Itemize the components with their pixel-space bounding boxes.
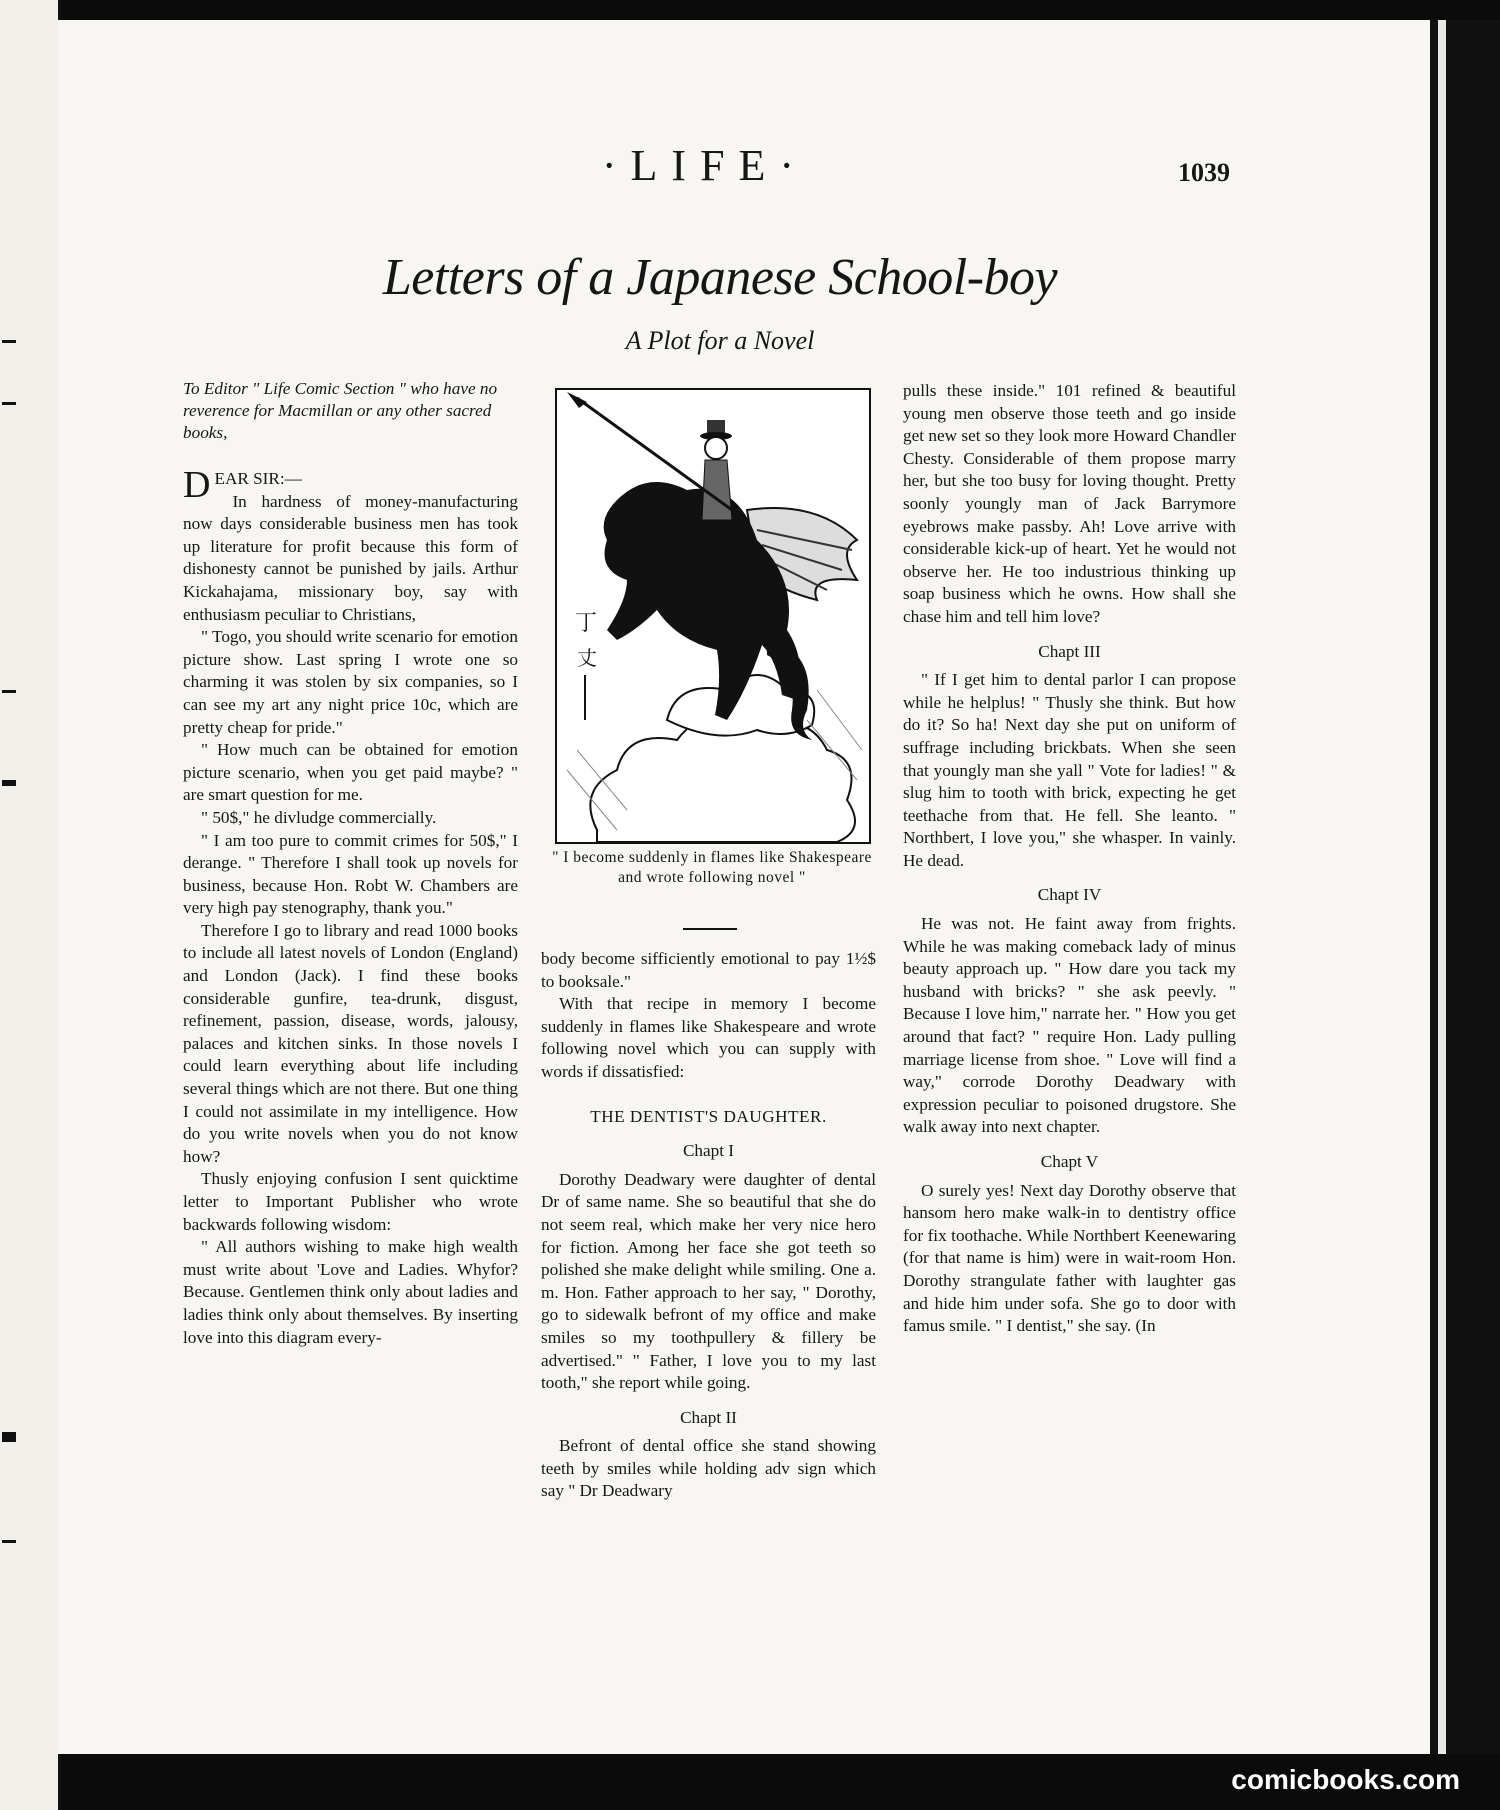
page-number: 1039: [1178, 158, 1230, 187]
column-right: [903, 380, 1236, 1338]
page-edge-shadow: [1430, 20, 1500, 1754]
drop-cap: D: [183, 464, 211, 506]
chapter-heading: Chapt III: [1038, 641, 1101, 661]
chapter-heading: Chapt V: [1040, 1152, 1099, 1171]
story-title: THE DENTIST'S DAUGHTER.: [590, 1106, 827, 1126]
magazine-masthead: ·LIFE·: [601, 141, 809, 190]
illustration-samurai-on-winged-horse: [555, 388, 871, 844]
svg-text:丁: 丁: [575, 611, 598, 636]
paragraph: pulls these inside." 101 refined & beautiful young men observe those teeth and go inside get new set so they look more Howard Chandler Chesty. Considerable of them propose marry her, but she too busy for loving thought. Pretty soonly youngly man of Jack Barrymore eyebrows make passby. Ah! Love arrive with considerable kick-up of heart. Yet he would not observe her. He too industrious thinking up soap business which he owns. How shall she chase him and tell him love?: [903, 381, 1236, 626]
illustration-drawing: [557, 390, 869, 842]
paragraph: " If I get him to dental parlor I can propose while he helplus! " Thusly she think. But how do it? So ha! Next day she put on uniform of suffrage including brickbats. When she seen that youngly man she yall " Vote for ladies! " & slug him to tooth with brick, expecting he get teethache from that. He fell. She leanto. " Northbert, I love you," she whasper. In vainly. He dead.: [903, 670, 1236, 870]
paragraph: With that recipe in memory I become suddenly in flames like Shakespeare and wrote following novel which you can supply with words if dissatisfied:: [541, 994, 876, 1081]
site-watermark: comicbooks.com: [1231, 1764, 1460, 1795]
paragraph: In hardness of money-manufacturing now days considerable business men has took up literature for profit because this form of dishonesty cannot be punished by jails. Arthur Kickahajama, missionary boy, say with enthusiasm peculiar to Christians,: [183, 491, 518, 624]
illustration-caption: " I become suddenly in flames like Shakespeare and wrote following novel ": [552, 849, 872, 886]
paragraph: " 50$," he divludge commercially.: [201, 807, 437, 827]
paragraph: " Togo, you should write scenario for emotion picture show. Last spring I wrote one so charming it was stolen by six companies, so I can see my art any night price 10c, which are pretty cheap for pride.": [183, 627, 518, 737]
paragraph: " I am too pure to commit crimes for 50$," I derange. " Therefore I shall took up novels for business, because Hon. Robt W. Chambers are very high pay stenography, thank you.": [183, 830, 518, 918]
paragraph: He was not. He faint away from frights. While he was making comeback lady of minus beauty approach up. " How dare you tack my husband with bricks? " she ask peevly. " Because I love him," narrate her. " How you get around that fact? " require Hon. Lady pulling marriage license from shoe. " Love will find a way," corrode Dorothy Deadwary with expression peculiar to poisoned drugstore. She walk away into next chapter.: [903, 914, 1236, 1137]
paragraph: Thusly enjoying confusion I sent quicktime letter to Important Publisher who wrote backwards following wisdom:: [183, 1169, 518, 1234]
chapter-heading: Chapt IV: [1037, 885, 1102, 905]
column-middle: [541, 948, 876, 1503]
letter-opening: DEAR SIR:—: [183, 464, 302, 506]
paragraph: Befront of dental office she stand showing teeth by smiles while holding adv sign which say " Dr Deadwary: [541, 1436, 876, 1501]
chapter-heading: Chapt II: [680, 1407, 737, 1427]
chapter-heading: Chapt I: [682, 1141, 735, 1161]
section-divider: [683, 928, 737, 930]
paragraph: Dorothy Deadwary were daughter of dental Dr of same name. She so beautiful that she do not seem real, which make her very nice hero for fiction. Among her face she got teeth so polished she make delight while smiling. One a. m. Hon. Father approach to her say, " Dorothy, go to sidewalk befront of my office and make smiles so my toothpullery & fillery be advertised." " Father, I love you to my last tooth," she report while going.: [541, 1169, 876, 1393]
article-title: Letters of a Japanese School-boy: [382, 249, 1058, 306]
paragraph: Therefore I go to library and read 1000 books to include all latest novels of London (England) and London (Jack). I find these books considerable gunfire, tea-drunk, disgust, refinement, passion, disease, words, jalousy, palaces and kitchen sinks. In those novels I could learn everything about life including several things which are not there. But one thing I could not assimilate in my intelligence. How do you write novels when you do not know how?: [183, 920, 518, 1166]
salutation: To Editor " Life Comic Section " who have no reverence for Macmillan or any other sacred books,: [183, 379, 498, 442]
paragraph: O surely yes! Next day Dorothy observe that hansom hero make walk-in to dentistry office for fix toothache. While Northbert Keenewaring (for that name is him) were in wait-room Hon. Dorothy strangulate father with laughter gas and hide him under sofa. She go to door with famus smile. " I dentist," she say. (In: [903, 1180, 1236, 1336]
svg-text:丈: 丈: [577, 646, 597, 670]
article-subtitle: A Plot for a Novel: [625, 326, 815, 355]
paragraph: " All authors wishing to make high wealth must write about 'Love and Ladies. Whyfor? Because. Gentlemen think only about ladies and ladies think only about themselves. By inserting love into this diagram every-: [183, 1237, 518, 1347]
paragraph: body become sifficiently emotional to pay 1½$ to booksale.": [541, 949, 876, 991]
paragraph: " How much can be obtained for emotion picture scenario, when you get paid maybe? " are smart question for me.: [183, 740, 518, 805]
column-left: [183, 378, 518, 1349]
